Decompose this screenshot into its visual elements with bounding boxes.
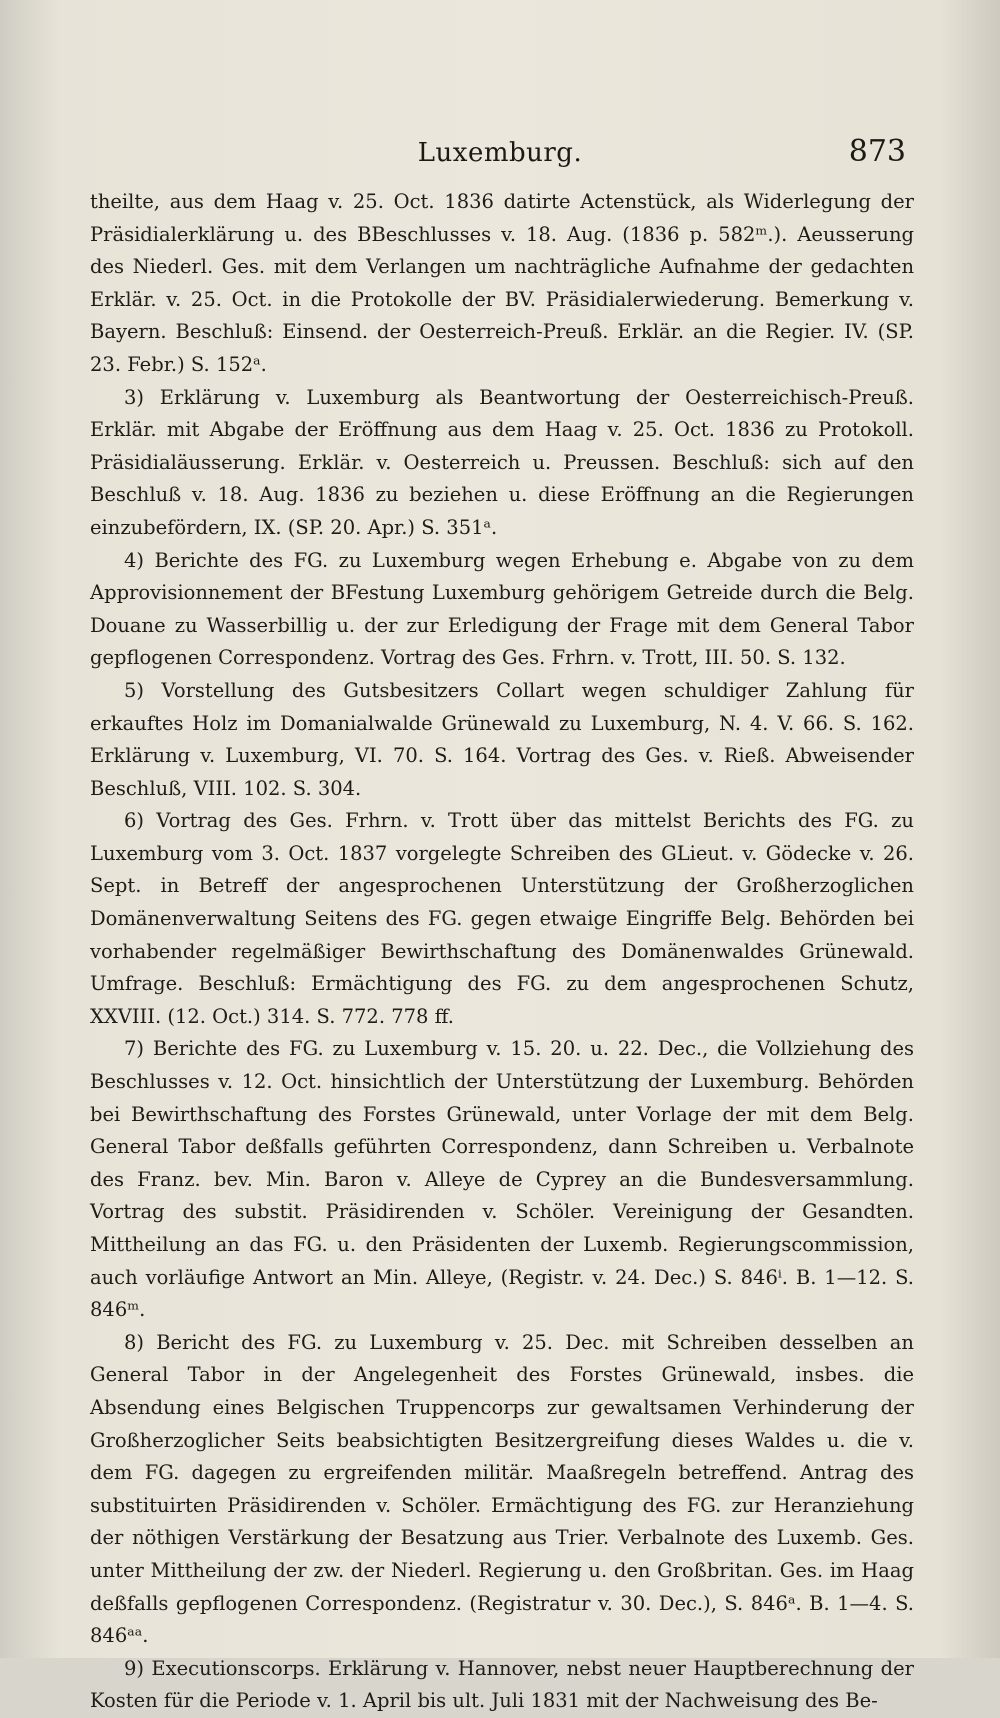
entry-6: 6) Vortrag des Ges. Frhrn. v. Trott über das mittelst Berichts des FG. zu Luxemburg vom 3. Oct. 1837 vorgelegte Schreiben des GLieut. v. Gödecke v. 26. Sept. in Betreff der angesprochenen Unterstützung der Großherzoglichen Domänenverwaltung Seitens des FG. gegen etwaige Eingriffe Belg. Behörden bei vorhabender regelmäßiger Bewirthschaftung des Domänenwaldes Grünewald. Umfrage. Beschluß: Ermächtigung des FG. zu dem angesprochenen Schutz, XXVIII. (12. Oct.) 314. S. 772. 778 ff. [90, 809, 914, 1028]
page-header [80, 134, 920, 178]
page-number: 873 [848, 134, 906, 169]
paragraph-continuation: theilte, aus dem Haag v. 25. Oct. 1836 datirte Actenstück, als Widerlegung der Präsidialerklärung u. des BBeschlusses v. 18. Aug. (1836 p. 582ᵐ.). Aeusserung des Niederl. Ges. mit dem Verlangen um nachträgliche Aufnahme der gedachten Erklär. v. 25. Oct. in die Protokolle der BV. Präsidialerwiederung. Bemerkung v. Bayern. Beschluß: Einsend. der Oesterreich-Preuß. Erklär. an die Regier. IV. (SP. 23. Febr.) S. 152ᵃ. [90, 190, 914, 376]
entry-4: 4) Berichte des FG. zu Luxemburg wegen Erhebung e. Abgabe von zu dem Approvisionnement der BFestung Luxemburg gehörigem Getreide durch die Belg. Douane zu Wasserbillig u. der zur Erledigung der Frage mit dem General Tabor gepflogenen Correspondenz. Vortrag des Ges. Frhrn. v. Trott, III. 50. S. 132. [90, 548, 914, 670]
entry-8: 8) Bericht des FG. zu Luxemburg v. 25. Dec. mit Schreiben desselben an General Tabor in der Angelegenheit des Forstes Grünewald, insbes. die Absendung eines Belgischen Truppencorps zur gewaltsamen Verhinderung der Großherzoglicher Seits beabsichtigten Besitzergreifung dieses Waldes u. die v. dem FG. dagegen zu ergreifenden militär. Maaßregeln betreffend. Antrag des substituirten Präsidirenden v. Schöler. Ermächtigung des FG. zur Heranziehung der nöthigen Verstärkung der Besatzung aus Trier. Verbalnote des Luxemb. Ges. unter Mittheilung der zw. der Niederl. Regierung u. den Großbritan. Ges. im Haag deßfalls gepflogenen Correspondenz. (Registratur v. 30. Dec.), S. 846ᵃ. B. 1—4. S. 846ᵃᵃ. [90, 1330, 914, 1648]
entry-7: 7) Berichte des FG. zu Luxemburg v. 15. 20. u. 22. Dec., die Vollziehung des Beschlusses v. 12. Oct. hinsichtlich der Unterstützung der Luxemburg. Behörden bei Bewirthschaftung des Forstes Grünewald, unter Vorlage der mit dem Belg. General Tabor deßfalls geführten Correspondenz, dann Schreiben u. Verbalnote des Franz. bev. Min. Baron v. Alleye de Cyprey an die Bundesversammlung. Vortrag des substit. Präsidirenden v. Schöler. Vereinigung der Gesandten. Mittheilung an das FG. u. den Präsidenten der Luxemb. Regierungscommission, auch vorläufige Antwort an Min. Alleye, (Registr. v. 24. Dec.) S. 846ⁱ. B. 1—12. S. 846ᵐ. [90, 1037, 914, 1322]
entry-3: 3) Erklärung v. Luxemburg als Beantwortung der Oesterreichisch-Preuß. Erklär. mit Abgabe der Eröffnung aus dem Haag v. 25. Oct. 1836 zu Protokoll. Präsidialäusserung. Erklär. v. Oesterreich u. Preussen. Beschluß: sich auf den Beschluß v. 18. Aug. 1836 zu beziehen u. diese Eröffnung an die Regierungen einzubefördern, IX. (SP. 20. Apr.) S. 351ᵃ. [90, 385, 914, 539]
page-body [90, 186, 914, 1718]
entry-5: 5) Vorstellung des Gutsbesitzers Collart wegen schuldiger Zahlung für erkauftes Holz im Domanialwalde Grünewald zu Luxemburg, N. 4. V. 66. S. 162. Erklärung v. Luxemburg, VI. 70. S. 164. Vortrag des Ges. v. Rieß. Abweisender Beschluß, VIII. 102. S. 304. [90, 678, 914, 800]
entry-9: 9) Executionscorps. Erklärung v. Hannover, nebst neuer Hauptberechnung der Kosten für die Periode v. 1. April bis ult. Juli 1831 mit der Nachweisung des Be- [90, 1656, 914, 1713]
running-title: Luxemburg. [417, 138, 583, 168]
